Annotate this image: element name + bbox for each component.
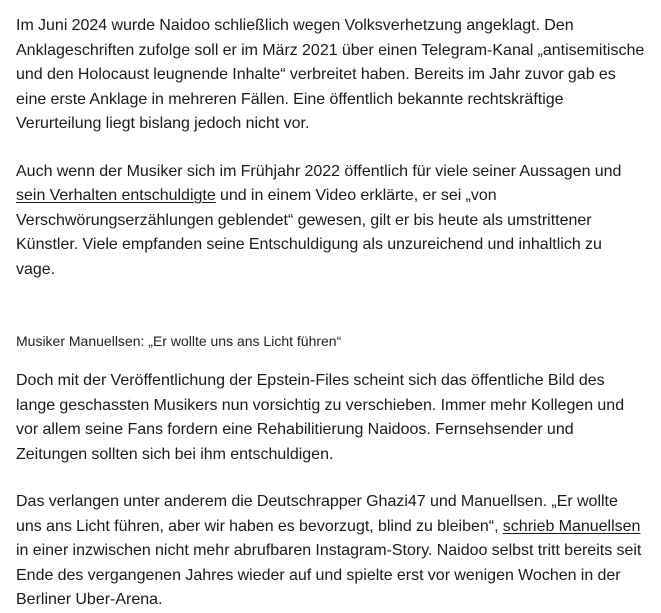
paragraph-indictment-text: Im Juni 2024 wurde Naidoo schließlich wegen Volksverhetzung angeklagt. Den Anklageschriften zufolge soll er im März 2021 über einen Telegram-Kanal „antisemitische und den Holocaust leugnende Inhalte“ verbreitet haben. Bereits im Jahr zuvor gab es eine erste Anklage in mehreren Fällen. Eine öffentlich bekannte rechtskräftige Verurteilung liegt bislang jedoch nicht vor. xyxy=(16,17,645,132)
section-subheading: Musiker Manuellsen: „Er wollte uns ans Licht führen“ xyxy=(16,333,342,349)
paragraph-manuellsen-text-before: Das verlangen unter anderem die Deutschrapper Ghazi47 und Manuellsen. „Er wollte uns ans Licht führen, aber wir haben es bevorzugt, blind zu bleiben“, xyxy=(16,493,618,535)
paragraph-manuellsen xyxy=(16,490,645,613)
paragraph-indictment xyxy=(16,14,645,137)
paragraph-epstein-files xyxy=(16,369,645,467)
paragraph-apology xyxy=(16,160,645,283)
paragraph-manuellsen-text-after: in einer inzwischen nicht mehr abrufbaren Instagram-Story. Naidoo selbst tritt bereits seit Ende des vergangenen Jahres wieder auf und spielte erst vor wenigen Wochen in der Berliner Uber-Arena. xyxy=(16,542,642,608)
apology-link[interactable]: sein Verhalten entschuldigte xyxy=(16,187,216,204)
paragraph-apology-text-after: und in einem Video erklärte, er sei „von Verschwörungserzählungen geblendet“ gewesen, gilt er bis heute als umstrittener Künstler. Viele empfanden seine Entschuldigung als unzureichend und inhaltlich zu vage. xyxy=(16,187,602,278)
paragraph-apology-text-before: Auch wenn der Musiker sich im Frühjahr 2022 öffentlich für viele seiner Aussagen und xyxy=(16,162,622,180)
manuellsen-link[interactable]: schrieb Manuellsen xyxy=(502,517,641,535)
paragraph-epstein-files-text: Doch mit der Veröffentlichung der Epstein-Files scheint sich das öffentliche Bild des lange geschassten Musikers nun vorsichtig zu verschieben. Immer mehr Kollegen und vor allem seine Fans fordern eine Rehabilitierung Naidoos. Fernsehsender und Zeitungen sollten sich bei ihm entschuldigen. xyxy=(16,372,625,463)
